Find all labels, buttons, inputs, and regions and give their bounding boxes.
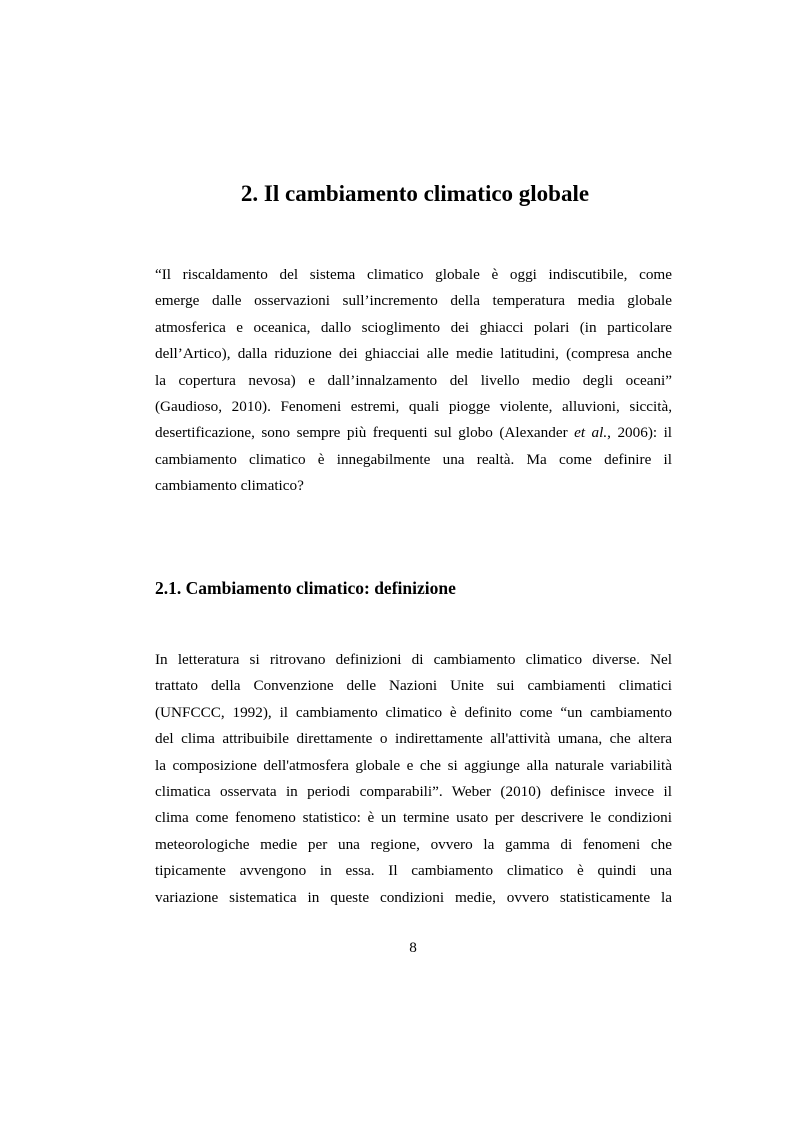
- paragraph-line: la composizione dell'atmosfera globale e che si aggiunge alla naturale variabilità: [155, 756, 672, 774]
- definition-paragraph: [155, 647, 672, 911]
- page-number: 8: [409, 939, 417, 956]
- paragraph-line: atmosferica e oceanica, dallo scioglimento dei ghiacci polari (in particolare: [155, 318, 672, 336]
- paragraph-line: variazione sistematica in queste condizioni medie, ovvero statisticamente la: [155, 888, 672, 906]
- paragraph-line: cambiamento climatico?: [155, 477, 304, 495]
- intro-paragraph: [155, 262, 672, 500]
- paragraph-line: climatica osservata in periodi comparabili”. Weber (2010) definisce invece il: [155, 783, 672, 801]
- chapter-title: 2. Il cambiamento climatico globale: [240, 181, 590, 206]
- paragraph-line: “Il riscaldamento del sistema climatico globale è oggi indiscutibile, come: [155, 266, 672, 283]
- paragraph-line: la copertura nevosa) e dall’innalzamento del livello medio degli oceani”: [155, 371, 672, 389]
- paragraph-line: cambiamento climatico è innegabilmente una realtà. Ma come definire il: [155, 450, 672, 468]
- section-title: 2.1. Cambiamento climatico: definizione: [155, 578, 456, 598]
- paragraph-line: dell’Artico), dalla riduzione dei ghiacciai alle medie latitudini, (compresa anche: [155, 345, 672, 363]
- citation-et-al: et al.: [574, 424, 608, 442]
- paragraph-line: In letteratura si ritrovano definizioni di cambiamento climatico diverse. Nel: [155, 651, 672, 668]
- paragraph-line: (UNFCCC, 1992), il cambiamento climatico è definito come “un cambiamento: [155, 703, 672, 721]
- paragraph-line: emerge dalle osservazioni sull’incremento della temperatura media globale: [155, 292, 672, 310]
- line-text: desertificazione, sono sempre più frequenti sul globo (Alexander: [155, 424, 575, 442]
- paragraph-line: clima come fenomeno statistico: è un termine usato per descrivere le condizioni: [155, 809, 672, 827]
- paragraph-line: del clima attribuibile direttamente o indirettamente all'attività umana, che altera: [155, 730, 672, 748]
- paragraph-line: tipicamente avvengono in essa. Il cambiamento climatico è quindi una: [155, 862, 672, 880]
- paragraph-line: [155, 420, 672, 446]
- paragraph-line: meteorologiche medie per una regione, ovvero la gamma di fenomeni che: [155, 835, 672, 853]
- line-text: , 2006): il: [607, 424, 673, 442]
- paragraph-line: trattato della Convenzione delle Nazioni Unite sui cambiamenti climatici: [155, 677, 672, 695]
- paragraph-line: (Gaudioso, 2010). Fenomeni estremi, quali piogge violente, alluvioni, siccità,: [155, 398, 672, 416]
